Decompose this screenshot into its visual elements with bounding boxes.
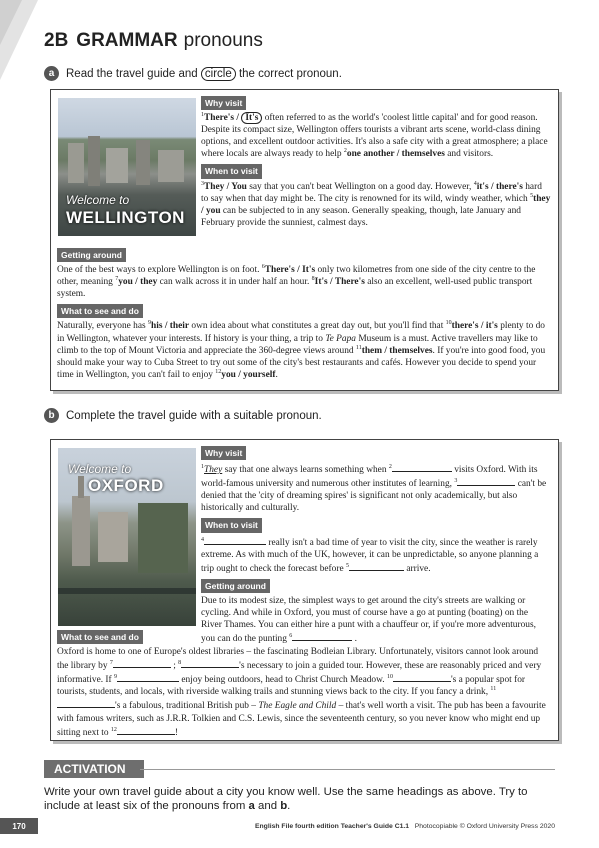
footer: [200, 823, 555, 830]
blank-12[interactable]: [117, 725, 175, 735]
oxford-guide: [50, 439, 559, 741]
footer-book: English File fourth edition Teacher's Guide C1.1: [254, 823, 410, 830]
heading-when-to-visit-b: When to visit: [201, 518, 262, 532]
wellington-photo-welcome: Welcome to: [66, 193, 130, 207]
unit-number: 2B: [44, 30, 69, 51]
activation-a: a: [248, 800, 255, 812]
wellington-photo-city: WELLINGTON: [66, 208, 185, 227]
wellington-why-visit: Why visit $^1$There's / It's often referred to as the world's 'coolest little capital' and for good reason. Despite its compact size, Wellington offers tourists a vibrant arts scene, world-class dining options, and excellent outdoor activities. It's also a safe city with a great atmosphere; a place where locals are always ready to help $^2$one another / themselves and visitors. When to visit $^3$They / You say that you can't beat Wellington on a good day. However, $^4$it's / there's hard to say when that day might be. The city is renowned for its wild, windy weather, which $^5$they / you can be subjected to in any season. Generally speaking, though, late January and February provide the sunniest, calmest days.: [201, 98, 551, 228]
activation-text: [44, 785, 564, 813]
instruction-b-text: Complete the travel guide with a suitable pronoun.: [66, 409, 322, 422]
blank-9[interactable]: [117, 672, 179, 682]
oxford-photo: [58, 448, 196, 626]
blank-10[interactable]: [393, 672, 451, 682]
heading-when-to-visit: When to visit: [201, 164, 262, 178]
activation-b: b: [280, 800, 288, 812]
heading-what-to-see-b: What to see and do: [57, 630, 143, 644]
blank-5[interactable]: [349, 561, 404, 571]
blank-7[interactable]: [113, 658, 171, 668]
topic-name: pronouns: [183, 30, 263, 51]
section-name: GRAMMAR: [76, 30, 178, 51]
page-number: 170: [0, 818, 38, 834]
badge-a: a: [44, 66, 59, 81]
wellington-photo: [58, 98, 196, 236]
heading-what-to-see: What to see and do: [57, 304, 143, 318]
oxford-photo-city: OXFORD: [88, 476, 164, 495]
instruction-b: [44, 408, 322, 423]
heading-why-visit-b: Why visit: [201, 446, 246, 460]
oxford-photo-welcome: Welcome to: [68, 462, 132, 476]
heading-why-visit: Why visit: [201, 96, 246, 110]
heading-getting-around-b: Getting around: [201, 579, 270, 593]
blank-11[interactable]: [57, 698, 115, 708]
instruction-a-text-post: the correct pronoun.: [238, 67, 342, 80]
activation-and: and: [254, 800, 281, 812]
blank-4[interactable]: [204, 535, 266, 545]
example-answer: They: [204, 465, 223, 476]
blank-8[interactable]: [181, 658, 239, 668]
instruction-a: [44, 66, 342, 81]
activation-label: ACTIVATION: [44, 760, 144, 778]
oxford-what-to-see: What to see and do Oxford is home to one of Europe's oldest libraries – the fascinating Bodleian Library. Unfortunately, visitors cannot look around the library by $^7$ ; $^8$ 's necessary to join a guided tour. However, these are reasonably priced and very informative. If $^9$ enjoy being outdoors, head to Christ Church Meadow. $^{10}$ 's a popular spot for tourists, students, and locals, with riverside walking trails and stunning views back to the city. If you fancy a drink, $^{11}$'s a fabulous, traditional British pub – The Eagle and Child – that's well worth a visit. The pub has been a favourite with famous writers, such as J.R.R. Tolkien and C.S. Lewis, since the seventeenth century, so you never know who might end up sitting next to $^{12}$ !: [57, 632, 546, 738]
blank-2[interactable]: [392, 462, 452, 472]
instruction-a-text-pre: Read the travel guide and: [66, 67, 198, 80]
footer-copyright: Photocopiable © Oxford University Press 2020: [414, 823, 555, 830]
blank-3[interactable]: [457, 476, 515, 486]
wellington-guide: [50, 89, 559, 391]
instruction-a-circle: circle: [201, 67, 236, 81]
page-title: [44, 30, 263, 52]
badge-b: b: [44, 408, 59, 423]
activation-rule: [140, 769, 555, 770]
wellington-getting-around: Getting around One of the best ways to explore Wellington is on foot. $^6$There's / It's only two kilometres from one side of the city centre to the other, meaning $^7$you / they can walk across it in under half an hour. $^8$It's / There's also an excellent, well-used public transport system. What to see and do Naturally, everyone has $^9$his / their own idea about what constitutes a great day out, but you'll find that $^{10}$there's / it's plenty to do in Wellington, whatever your interests. If history is your thing, a trip to Te Papa Museum is a must. Active travellers may like to climb to the top of Mount Victoria and appreciate the 360-degree views around $^{11}$them / themselves. If you're into good food, you should make your way to Cuba Street to try out some of the city's best restaurants and cafés. However you decide to spend your time in Wellington, you can't fail to enjoy $^{12}$you / yourself.: [57, 250, 546, 380]
oxford-why-visit: Why visit $^1$They say that one always learns something when $^2$ visits Oxford. With its world-famous university and numerous other institutes of learning, $^3$ can't be denied that the 'city of dreaming spires' is significant not only academically, but also historically and culturally. When to visit $^4$ really isn't a bad time of year to visit the city, since the weather is rarely extreme. As with much of the UK, however, it can be unpredictable, so anyone planning a trip ought to check the forecast before $^5$ arrive. Getting around Due to its modest size, the simplest ways to get around the city's streets are walking or cycling. And while in Oxford, you must of course have a go at punting (boating) on the River Thames. You can either hire a punt with a chauffeur or, if you're more adventurous, you can do the punting $^6$ .: [201, 448, 547, 645]
activation-end: .: [287, 800, 291, 812]
activation-text-main: Write your own travel guide about a city you know well. Use the same headings as above. Try to include at least six of the pronouns from: [44, 786, 528, 812]
heading-getting-around: Getting around: [57, 248, 126, 262]
